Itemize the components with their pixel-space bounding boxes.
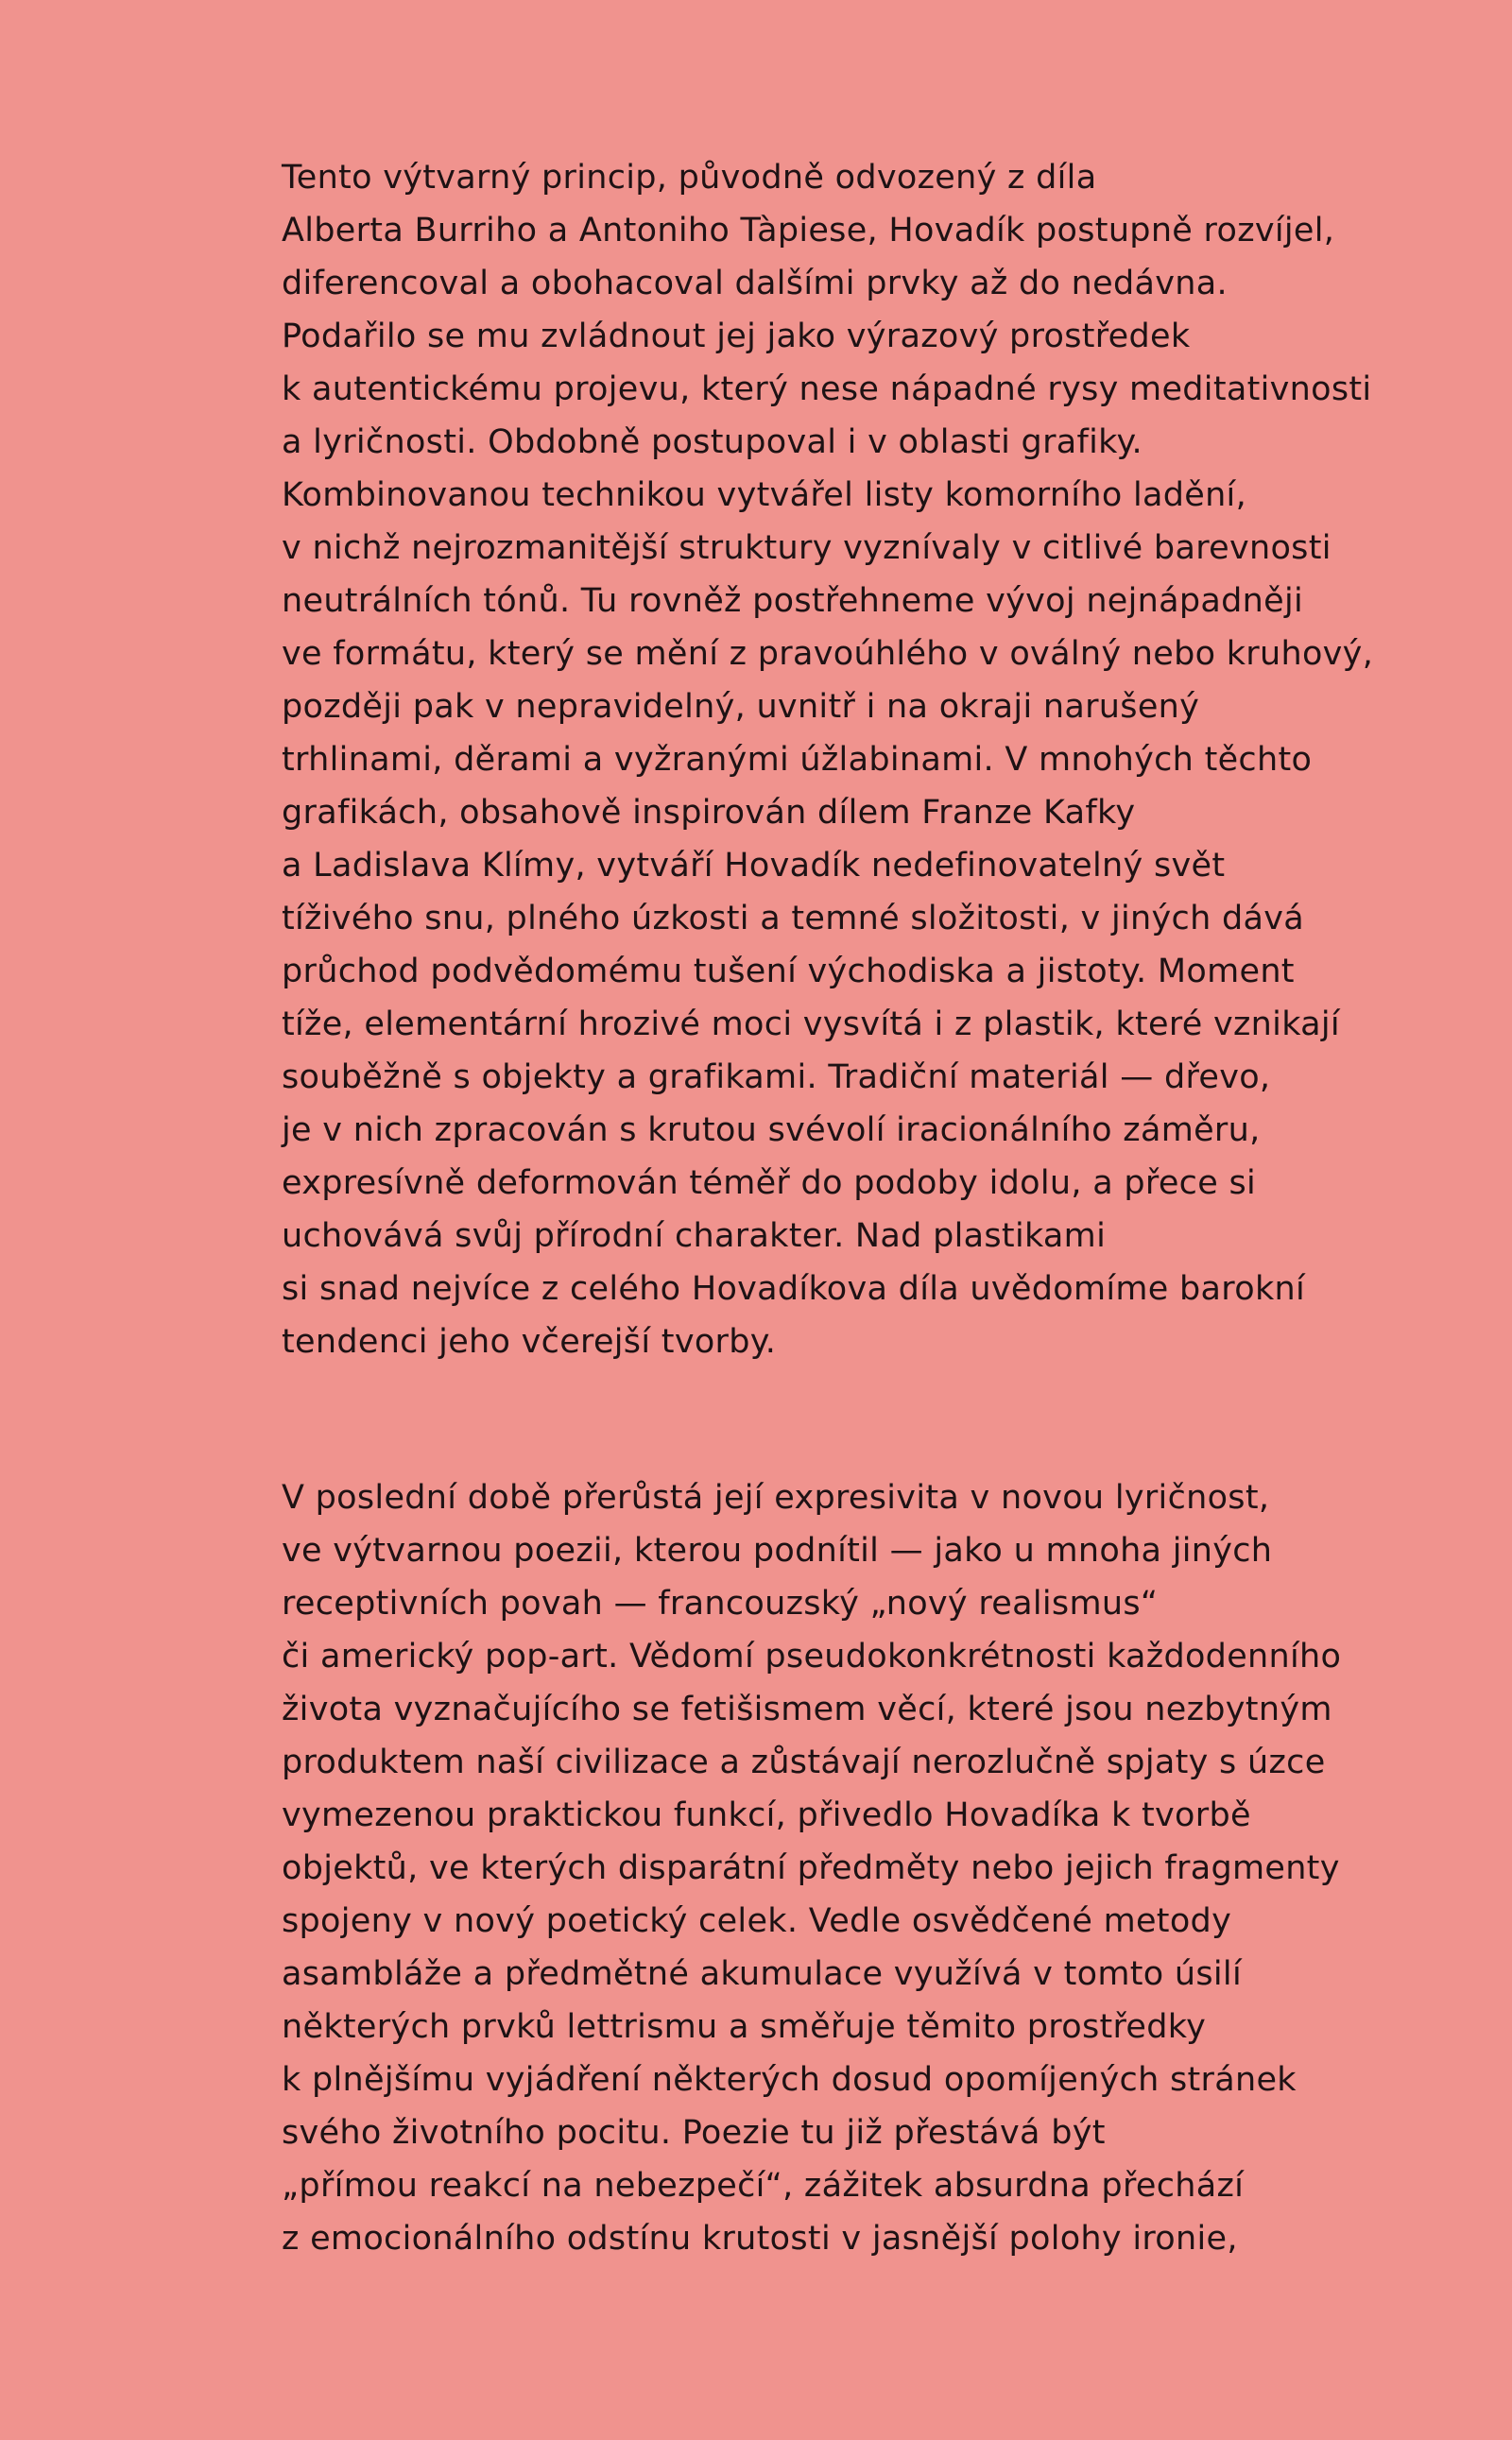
text-line: průchod podvědomému tušení východiska a jistoty. Moment xyxy=(282,953,1295,990)
paragraph-1 xyxy=(282,151,1472,1368)
text-line: „přímou reakcí na nebezpečí“, zážitek absurdna přechází xyxy=(282,2167,1245,2205)
text-line: grafikách, obsahově inspirován dílem Franze Kafky xyxy=(282,794,1136,832)
text-line: neutrálních tónů. Tu rovněž postřehneme vývoj nejnápadněji xyxy=(282,582,1304,620)
text-line: a Ladislava Klímy, vytváří Hovadík nedefinovatelný svět xyxy=(282,847,1226,885)
text-line: diferencoval a obohacoval dalšími prvky až do nedávna. xyxy=(282,265,1228,302)
text-line: Podařilo se mu zvládnout jej jako výrazový prostředek xyxy=(282,318,1191,355)
text-line: spojeny v nový poetický celek. Vedle osvědčené metody xyxy=(282,1902,1232,1940)
text-line: je v nich zpracován s krutou svévolí iracionálního záměru, xyxy=(282,1111,1261,1149)
text-line: si snad nejvíce z celého Hovadíkova díla uvědomíme barokní xyxy=(282,1270,1306,1308)
text-line: Kombinovanou technikou vytvářel listy komorního ladění, xyxy=(282,476,1247,514)
text-line: vymezenou praktickou funkcí, přivedlo Hovadíka k tvorbě xyxy=(282,1796,1251,1834)
text-line: produktem naší civilizace a zůstávají nerozlučně spjaty s úzce xyxy=(282,1744,1326,1781)
text-line: v nichž nejrozmanitější struktury vyznívaly v citlivé barevnosti xyxy=(282,529,1332,567)
text-line: uchovává svůj přírodní charakter. Nad plastikami xyxy=(282,1217,1107,1255)
text-line: tendenci jeho včerejší tvorby. xyxy=(282,1323,777,1361)
text-line: trhlinami, děrami a vyžranými úžlabinami. V mnohých těchto xyxy=(282,741,1313,779)
text-line: objektů, ve kterých disparátní předměty nebo jejich fragmenty xyxy=(282,1849,1340,1887)
text-line: k autentickému projevu, který nese nápadné rysy meditativnosti xyxy=(282,370,1372,408)
text-line: k plnějšímu vyjádření některých dosud opomíjených stránek xyxy=(282,2061,1297,2099)
text-line: tíže, elementární hrozivé moci vysvítá i z plastik, které vznikají xyxy=(282,1005,1340,1043)
text-line: z emocionálního odstínu krutosti v jasnější polohy ironie, xyxy=(282,2220,1238,2258)
text-line: asambláže a předmětné akumulace využívá v tomto úsilí xyxy=(282,1955,1242,1993)
text-line: Tento výtvarný princip, původně odvozený z díla xyxy=(282,159,1097,197)
text-line: expresívně deformován téměř do podoby idolu, a přece si xyxy=(282,1164,1257,1202)
text-line: souběžně s objekty a grafikami. Tradiční materiál — dřevo, xyxy=(282,1058,1271,1096)
text-line: života vyznačujícího se fetišismem věcí, které jsou nezbytným xyxy=(282,1691,1332,1728)
text-line: V poslední době přerůstá její expresivita v novou lyričnost, xyxy=(282,1479,1270,1517)
text-line: ve formátu, který se mění z pravoúhlého v oválný nebo kruhový, xyxy=(282,635,1374,673)
text-line: některých prvků lettrismu a směřuje těmito prostředky xyxy=(282,2008,1207,2046)
text-line: a lyričnosti. Obdobně postupoval i v oblasti grafiky. xyxy=(282,423,1143,461)
text-line: později pak v nepravidelný, uvnitř i na okraji narušený xyxy=(282,688,1200,726)
text-line: tíživého snu, plného úzkosti a temné složitosti, v jiných dává xyxy=(282,900,1304,937)
text-line: ve výtvarnou poezii, kterou podnítil — jako u mnoha jiných xyxy=(282,1532,1273,1570)
text-line: svého životního pocitu. Poezie tu již přestává být xyxy=(282,2114,1106,2152)
text-line: Alberta Burriho a Antoniho Tàpiese, Hovadík postupně rozvíjel, xyxy=(282,212,1335,249)
text-line: či americký pop-art. Vědomí pseudokonkrétnosti každodenního xyxy=(282,1638,1342,1675)
paragraph-2 xyxy=(282,1471,1472,2265)
text-line: receptivních povah — francouzský „nový realismus“ xyxy=(282,1585,1159,1623)
